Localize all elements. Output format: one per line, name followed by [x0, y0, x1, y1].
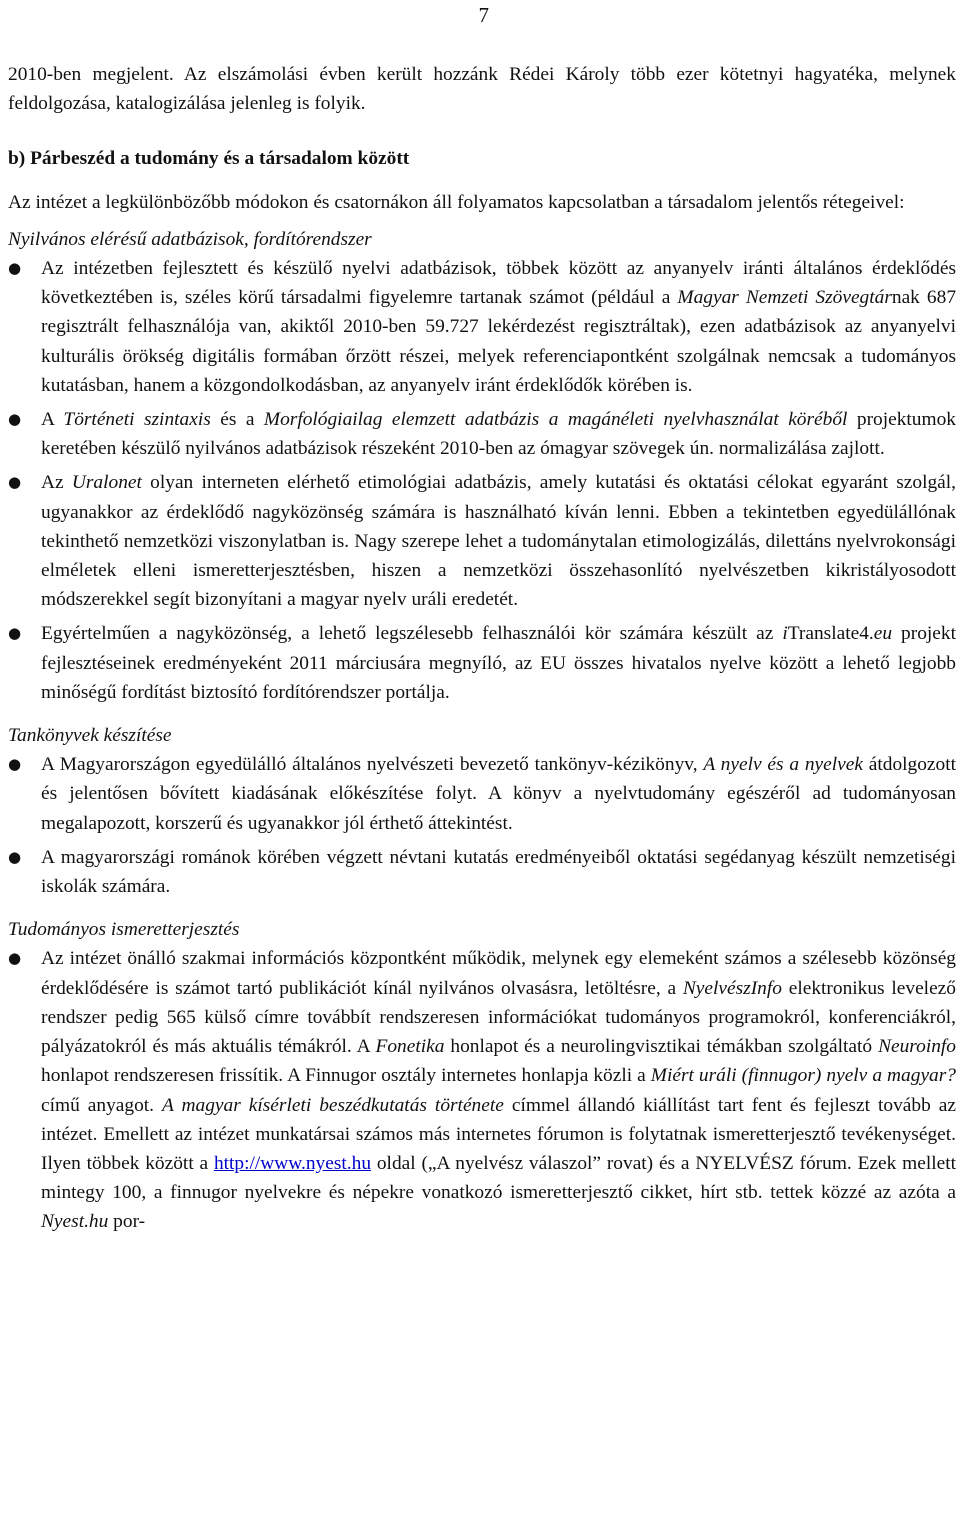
list-item [8, 750, 956, 838]
item-italic: Miért uráli (finnugor) nyelv a magyar? [650, 1065, 956, 1087]
item-text: és a [210, 409, 264, 431]
item-italic: Nyest.hu [41, 1211, 109, 1233]
item-text: honlapot rendszeresen frissítik. A Finnugor osztály internetes honlapja közli a [41, 1065, 651, 1087]
item-text: Az intézet önálló szakmai információs központként működik, melynek egy elemeként számos a szélesebb közönség érdeklődésére is számot tartó publikációt kínál nyilvános olvasásra, letöltésre, a [41, 948, 956, 999]
list-item [8, 619, 956, 707]
item-text: című anyagot. [41, 1094, 163, 1116]
section-heading-b: b) Párbeszéd a tudomány és a társadalom között [8, 148, 410, 170]
bullet-icon: ● [8, 755, 22, 774]
item-text: A Magyarországon egyedülálló általános nyelvészeti bevezető tankönyv-kézikönyv, [41, 754, 704, 776]
bullet-icon: ● [8, 473, 22, 492]
item-text: por- [108, 1211, 146, 1233]
page-number: 7 [478, 3, 489, 27]
list-item [8, 843, 956, 901]
bullet-icon: ● [8, 949, 22, 968]
nyest-link[interactable]: http://www.nyest.hu [213, 1152, 372, 1174]
list-item [8, 254, 956, 400]
item-text: projekt fejlesztéseinek eredményeként 2011 márciusára megnyíló, az EU összes hivatalos nyelve között a lehető legjobb minőségű fordítást biztosító fordítórendszer portálja. [41, 623, 956, 703]
item-italic: Neuroinfo [878, 1036, 956, 1058]
item-italic: Uralonet [71, 472, 142, 494]
bullet-list-ismeretterjesztes [8, 944, 956, 1236]
item-text: Az intézetben fejlesztett és készülő nyelvi adatbázisok, többek között az anyanyelv iránti általános érdeklődés következtében is, széles körű társadalmi figyelemre tartanak számot (például a [41, 258, 956, 309]
subheading-tankonyvek: Tankönyvek készítése [8, 725, 172, 747]
section-lead-paragraph: Az intézet a legkülönbözőbb módokon és csatornákon áll folyamatos kapcsolatban a társadalom jelentős rétegeivel: [8, 191, 905, 213]
list-item [8, 944, 956, 1236]
bullet-icon: ● [8, 624, 22, 643]
item-italic: eu [873, 623, 893, 645]
item-italic: A nyelv és a nyelvek [703, 754, 863, 776]
item-text: nak 687 regisztrált felhasználója van, akiktől 2010-ben 59.727 lekérdezést regisztráltak), ezen adatbázisok az anyanyelvi kulturális örökség digitális formában őrzött részei, melyek referenciapontként szolgálnak nemcsak a tudományos kutatásban, hanem a közgondolkodásban, az anyanyelv iránt érdeklődők körében is. [41, 287, 957, 396]
bullet-list-tankonyvek [8, 750, 956, 901]
item-text: honlapot és a neurolingvisztikai témákban szolgáltató [444, 1036, 879, 1058]
item-italic: NyelvészInfo [682, 977, 782, 999]
item-italic: Történeti szintaxis [63, 409, 211, 431]
subheading-ismeretterjesztes: Tudományos ismeretterjesztés [8, 919, 240, 941]
bullet-icon: ● [8, 410, 22, 429]
item-italic: Morfológiailag elemzett adatbázis a magánéleti nyelvhasználat köréből [263, 409, 848, 431]
item-text: címmel állandó kiállítást tart fent és fejleszt tovább az intézet. Emellett az intézet munkatársai számos más internetes fórumon is folytatnak ismeretterjesztő tevékenységet. Ilyen többek között a [41, 1094, 957, 1174]
item-italic: Fonetika [375, 1036, 445, 1058]
list-item [8, 468, 956, 614]
bullet-list-nyilvanos [8, 254, 956, 707]
subheading-nyilvanos: Nyilvános elérésű adatbázisok, fordítórendszer [8, 228, 372, 250]
bullet-icon: ● [8, 847, 22, 866]
item-text: A magyarországi románok körében végzett névtani kutatás eredményeiből oktatási segédanyag készült nemzetiségi iskolák számára. [41, 846, 956, 898]
item-italic: A magyar kísérleti beszédkutatás története [162, 1094, 504, 1116]
item-text: Az [41, 472, 72, 494]
item-text: olyan interneten elérhető etimológiai adatbázis, amely kutatási és oktatási célokat egyaránt szolgál, ugyanakkor az érdeklődő nagyközönség számára is használható kíván lenni. Ebben a tekintetben egyedülállónak tekinthető nemzetközi viszonylatban is. Nagy szerepe lehet a tudománytalan etimologizálás, dilettáns nyelvrokonsági elméletek elleni ismeretterjesztésben, hiszen a nemzetközi összehasonlító nyelvészetben kikristályosodott módszerekkel segít bizonyítani a magyar nyelv uráli eredetét. [41, 472, 956, 611]
list-item [8, 405, 956, 463]
item-text: elektronikus levelező rendszer pedig 565 külső címre továbbít rendszeresen információkat tudományos programokról, konferenciákról, pályázatokról és más aktuális témákról. A [41, 977, 956, 1058]
item-text: Translate4. [787, 623, 874, 645]
item-text: átdolgozott és jelentősen bővített kiadásának előkészítése folyt. A könyv a nyelvtudomány egészéről ad tudományosan megalapozott, korszerű és ugyanakkor jól érthető áttekintést. [41, 754, 956, 834]
item-text: A [41, 409, 64, 431]
intro-paragraph: 2010-ben megjelent. Az elszámolási évben került hozzánk Rédei Károly több ezer kötetnyi hagyatéka, melynek feldolgozása, katalogizálása jelenleg is folyik. [8, 64, 956, 115]
item-italic: i [782, 623, 788, 645]
item-text: Egyértelműen a nagyközönség, a lehető legszélesebb felhasználói kör számára készült az [41, 623, 783, 645]
bullet-icon: ● [8, 259, 22, 278]
item-italic: Magyar Nemzeti Szövegtár [677, 287, 892, 309]
item-text: projektumok keretében készülő nyilvános adatbázisok részeként 2010-ben az ómagyar szövegek ún. normalizálása zajlott. [41, 409, 956, 460]
item-text: oldal („A nyelvész válaszol” rovat) és a NYELVÉSZ fórum. Ezek mellett mintegy 100, a finnugor nyelvekre és népekre vonatkozó ismeretterjesztő cikket, hírt stb. tettek közzé az azóta a [41, 1152, 956, 1204]
